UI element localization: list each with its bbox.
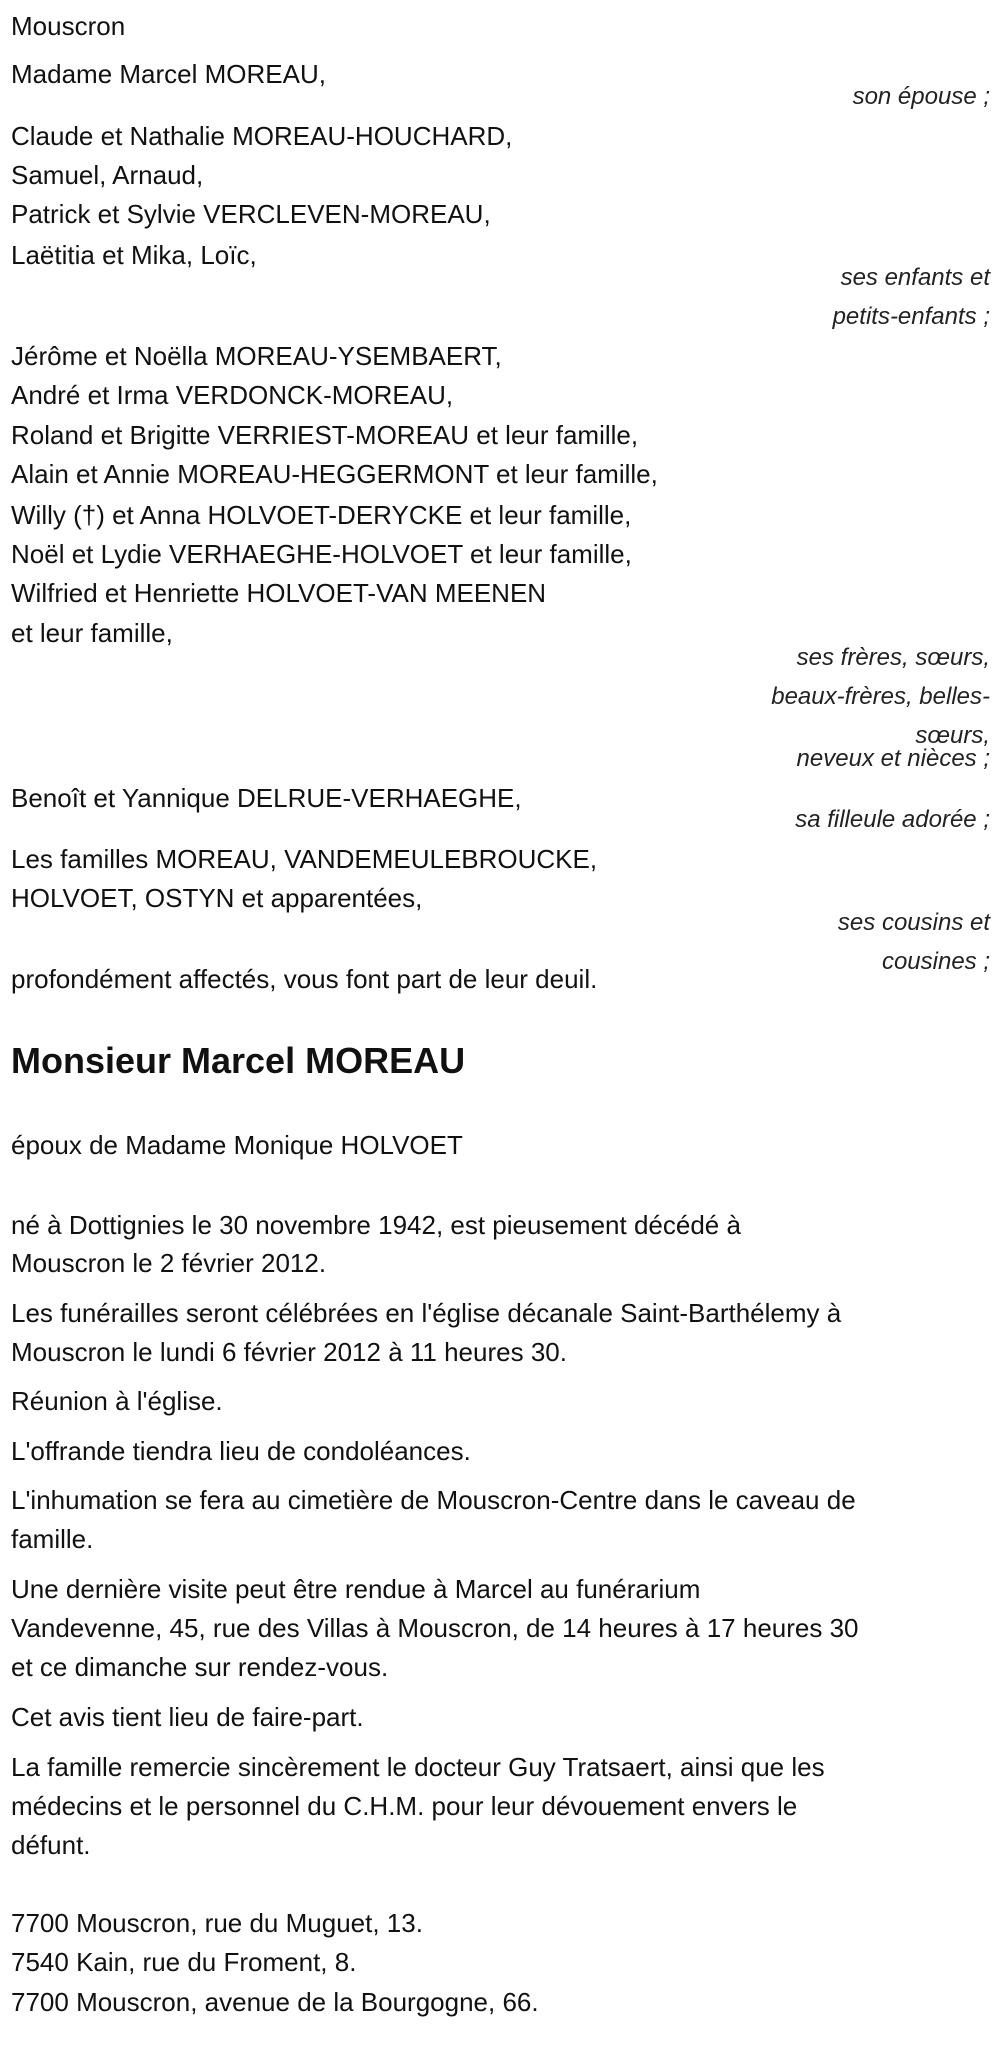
body-line: médecins et le personnel du C.H.M. pour leur dévouement envers le <box>11 1791 798 1821</box>
deceased-name: Monsieur Marcel MOREAU <box>11 1040 466 1081</box>
city: Mouscron <box>11 11 126 41</box>
child-line: Claude et Nathalie MOREAU-HOUCHARD, <box>11 121 513 151</box>
address-line: 7540 Kain, rue du Froment, 8. <box>11 1947 357 1977</box>
sibling-line: Willy (†) et Anna HOLVOET-DERYCKE et leur famille, <box>11 500 632 530</box>
cousins-line: HOLVOET, OSTYN et apparentées, <box>11 883 423 913</box>
body-line: Une dernière visite peut être rendue à Marcel au funérarium <box>11 1574 701 1604</box>
sibling-line: Noël et Lydie VERHAEGHE-HOLVOET et leur famille, <box>11 539 632 569</box>
body-line: La famille remercie sincèrement le docteur Guy Tratsaert, ainsi que les <box>11 1752 825 1782</box>
body-line: né à Dottignies le 30 novembre 1942, est pieusement décédé à <box>11 1210 741 1240</box>
cousins-role: ses cousins et <box>837 909 990 936</box>
body-line: famille. <box>11 1524 94 1554</box>
goddaughter-role: sa filleule adorée ; <box>795 806 990 833</box>
children-role: petits-enfants ; <box>832 303 990 330</box>
body-line: Mouscron le 2 février 2012. <box>11 1248 327 1278</box>
body-line: L'offrande tiendra lieu de condoléances. <box>11 1436 471 1466</box>
sibling-line: André et Irma VERDONCK-MOREAU, <box>11 380 454 410</box>
cousins-line: Les familles MOREAU, VANDEMEULEBROUCKE, <box>11 844 598 874</box>
sibling-line: Jérôme et Noëlla MOREAU-YSEMBAERT, <box>11 341 502 371</box>
siblings-role: beaux-frères, belles- <box>771 683 990 710</box>
body-line: Réunion à l'église. <box>11 1386 223 1416</box>
child-line: Laëtitia et Mika, Loïc, <box>11 240 257 270</box>
closing-line: profondément affectés, vous font part de leur deuil. <box>11 964 598 994</box>
child-line: Samuel, Arnaud, <box>11 160 204 190</box>
body-line: et ce dimanche sur rendez-vous. <box>11 1652 389 1682</box>
siblings-role: ses frères, sœurs, <box>796 644 990 671</box>
body-line: Mouscron le lundi 6 février 2012 à 11 heures 30. <box>11 1337 567 1367</box>
spouse-role: son épouse ; <box>852 83 990 110</box>
siblings-role: neveux et nièces ; <box>796 745 990 772</box>
address-line: 7700 Mouscron, avenue de la Bourgogne, 66. <box>11 1987 539 2017</box>
goddaughter: Benoît et Yannique DELRUE-VERHAEGHE, <box>11 783 522 813</box>
sibling-line: Alain et Annie MOREAU-HEGGERMONT et leur famille, <box>11 459 658 489</box>
body-line: Les funérailles seront célébrées en l'église décanale Saint-Barthélemy à <box>11 1298 842 1328</box>
children-role: ses enfants et <box>840 264 990 291</box>
cousins-role: cousines ; <box>881 948 990 975</box>
child-line: Patrick et Sylvie VERCLEVEN-MOREAU, <box>11 199 491 229</box>
sibling-line: Roland et Brigitte VERRIEST-MOREAU et leur famille, <box>11 420 639 450</box>
spouse-line: époux de Madame Monique HOLVOET <box>11 1130 463 1160</box>
body-line: L'inhumation se fera au cimetière de Mouscron-Centre dans le caveau de <box>11 1485 856 1515</box>
sibling-line: et leur famille, <box>11 618 173 648</box>
address-line: 7700 Mouscron, rue du Muguet, 13. <box>11 1908 423 1938</box>
sibling-line: Wilfried et Henriette HOLVOET-VAN MEENEN <box>11 578 547 608</box>
spouse: Madame Marcel MOREAU, <box>11 59 326 89</box>
body-line: défunt. <box>11 1830 91 1860</box>
body-line: Cet avis tient lieu de faire-part. <box>11 1702 364 1732</box>
siblings-role: sœurs, <box>915 722 990 749</box>
body-line: Vandevenne, 45, rue des Villas à Mouscron, de 14 heures à 17 heures 30 <box>11 1613 859 1643</box>
